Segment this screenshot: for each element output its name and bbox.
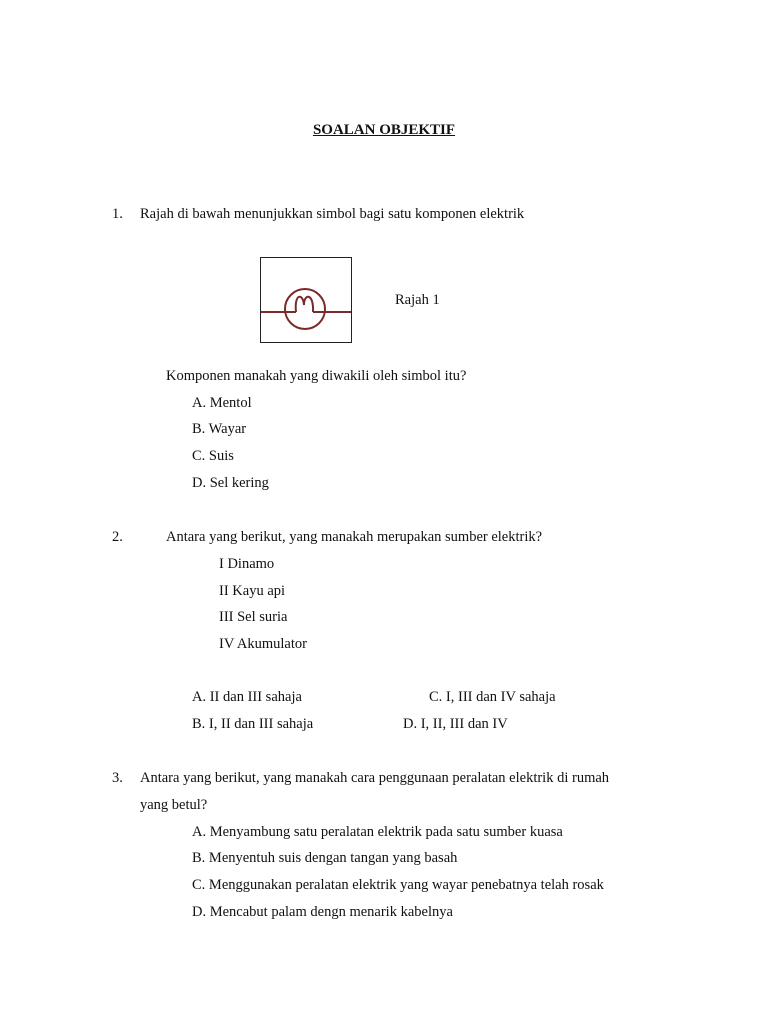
question-3-option-c: C. Menggunakan peralatan elektrik yang wayar penebatnya telah rosak: [192, 877, 604, 893]
question-2-option-a: A. II dan III sahaja: [192, 689, 302, 705]
question-2-number: 2.: [112, 529, 123, 545]
question-2-text: Antara yang berikut, yang manakah merupakan sumber elektrik?: [166, 529, 543, 545]
question-1-text: Rajah di bawah menunjukkan simbol bagi satu komponen elektrik: [140, 206, 525, 222]
question-3-text-line-2: yang betul?: [140, 797, 208, 813]
question-3-option-d: D. Mencabut palam dengn menarik kabelnya: [192, 904, 453, 920]
figure-1-label: Rajah 1: [395, 292, 440, 308]
question-2-option-b: B. I, II dan III sahaja: [192, 716, 314, 732]
question-2-statement-4: IV Akumulator: [219, 636, 307, 652]
question-1-option-b: B. Wayar: [192, 421, 247, 437]
question-3-option-b: B. Menyentuh suis dengan tangan yang basah: [192, 850, 458, 866]
question-2-statement-3: III Sel suria: [219, 609, 288, 625]
question-2-option-c: C. I, III dan IV sahaja: [429, 689, 556, 705]
question-3-text-line-1: Antara yang berikut, yang manakah cara penggunaan peralatan elektrik di rumah: [140, 770, 610, 786]
question-2-statement-2: II Kayu api: [219, 583, 286, 599]
question-1-option-a: A. Mentol: [192, 395, 252, 411]
question-1-option-c: C. Suis: [192, 448, 234, 464]
question-1-prompt: Komponen manakah yang diwakili oleh simbol itu?: [166, 368, 467, 384]
question-1-option-d: D. Sel kering: [192, 475, 269, 491]
question-3-number: 3.: [112, 770, 123, 786]
question-2-statement-1: I Dinamo: [219, 556, 275, 572]
figure-1-diagram: [260, 257, 352, 343]
question-2-option-d: D. I, II, III dan IV: [403, 716, 508, 732]
question-3-option-a: A. Menyambung satu peralatan elektrik pada satu sumber kuasa: [192, 824, 563, 840]
page-title: SOALAN OBJEKTIF: [312, 122, 456, 138]
lamp-symbol-icon: [260, 257, 352, 343]
question-1-number: 1.: [112, 206, 123, 222]
